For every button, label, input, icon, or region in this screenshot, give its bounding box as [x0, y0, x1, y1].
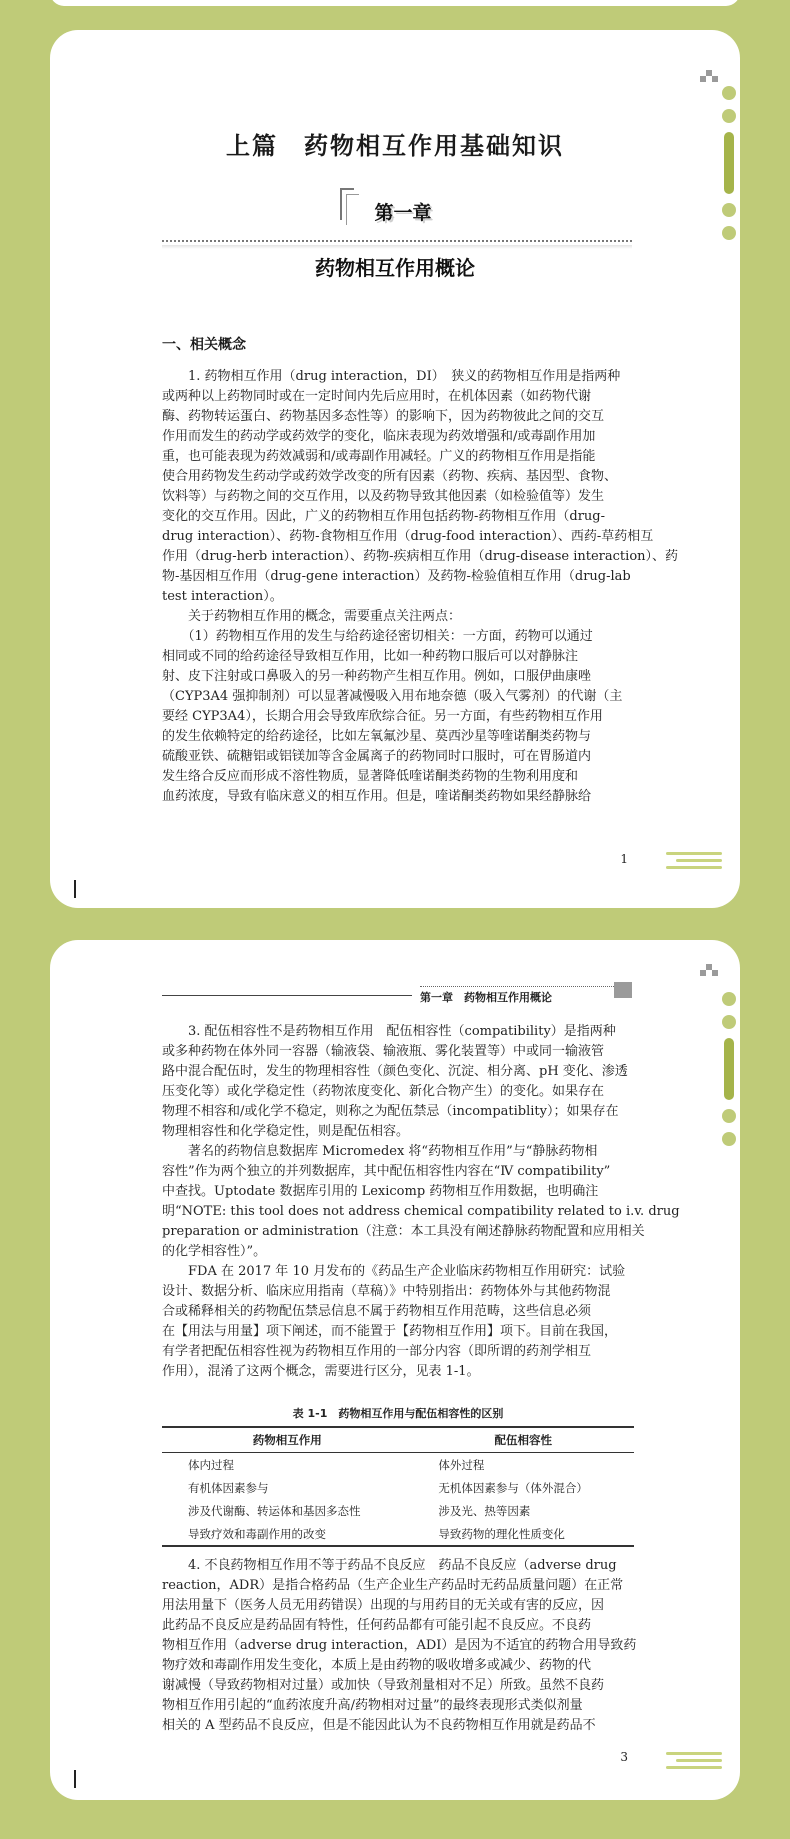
table-row: [162, 1522, 634, 1546]
text-line: 作用而发生的药动学或药效学的变化，临床表现为药效增强和/或毒副作用加: [162, 429, 596, 444]
margin-mark: [74, 1770, 76, 1788]
text-line: 或两种以上药物同时或在一定时间内先后应用时，在机体因素（如药物代谢: [162, 389, 592, 404]
text-line: 在【用法与用量】项下阐述，而不能置于【药物相互作用】项下。目前在我国，: [162, 1324, 618, 1339]
book-page-1: [50, 30, 740, 908]
body-text: [162, 367, 679, 807]
pixel-decoration-icon: [700, 70, 722, 86]
table-row: [162, 1499, 634, 1522]
table-cell: 涉及代谢酶、转运体和基因多态性: [188, 1503, 361, 1518]
table-cell: 涉及光、热等因素: [438, 1503, 531, 1518]
running-header-text: 第一章 药物相互作用概论: [420, 986, 620, 1005]
text-line: 有学者把配伍相容性视为药物相互作用的一部分内容（即所谓的药剂学相互: [162, 1344, 592, 1359]
text-line: 合或稀释相关的药物配伍禁忌信息不属于药物相互作用范畴，这些信息必须: [162, 1304, 592, 1319]
text-line: 要经 CYP3A4），长期合用会导致库欣综合征。另一方面，有些药物相互作用: [162, 709, 603, 724]
chapter-label: [340, 188, 450, 236]
table-cell: 无机体因素参与（体外混合）: [438, 1480, 588, 1495]
text-line: 发生络合反应而形成不溶性物质，显著降低喹诺酮类药物的生物利用度和: [162, 769, 579, 784]
previous-page-edge: [50, 0, 740, 6]
text-line: 相关的 A 型药品不良反应，但是不能因此认为不良药物相互作用就是药品不: [162, 1718, 596, 1733]
side-dots-decoration: [722, 992, 736, 1155]
text-line: 酶、药物转运蛋白、药物基因多态性等）的影响下，因为药物彼此之间的交互: [162, 409, 605, 424]
table-row: [162, 1453, 634, 1477]
text-line: （1）药物相互作用的发生与给药途径密切相关：一方面，药物可以通过: [162, 629, 593, 644]
text-line: 变化的交互作用。因此，广义的药物相互作用包括药物-药物相互作用（drug-: [162, 509, 606, 524]
text-line: 设计、数据分析、临床应用指南（草稿）》中特别指出：药物体外与其他药物混: [162, 1284, 611, 1299]
table-header-cell: 配伍相容性: [412, 1427, 634, 1453]
running-header: [162, 986, 632, 1004]
body-text: [162, 1022, 680, 1382]
text-line: （CYP3A4 强抑制剂）可以显著减慢吸入用布地奈德（吸入气雾剂）的代谢（主: [162, 689, 623, 704]
page-number: 3: [620, 1750, 628, 1764]
text-line: 关于药物相互作用的概念，需要重点关注两点：: [162, 609, 462, 624]
body-text: [162, 1556, 637, 1736]
text-line: preparation or administration（注意：本工具没有阐述静脉药物配置和应用相关: [162, 1224, 645, 1239]
text-line: 血药浓度，导致有临床意义的相互作用。但是，喹诺酮类药物如果经静脉给: [162, 789, 592, 804]
comparison-table: [162, 1426, 634, 1547]
table-header-cell: 药物相互作用: [162, 1427, 412, 1453]
chapter-divider: [162, 240, 632, 242]
page-number: 1: [620, 852, 628, 866]
text-line: 明“NOTE: this tool does not address chemical compatibility related to i.v. drug: [162, 1204, 680, 1219]
text-line: 物疗效和毒副作用发生变化，本质上是由药物的吸收增多或减少、药物的代: [162, 1658, 592, 1673]
text-line: 用法用量下（医务人员无用药错误）出现的与用药目的无关或有害的反应，因: [162, 1598, 605, 1613]
text-line: reaction，ADR）是指合格药品（生产企业生产药品时无药品质量问题）在正常: [162, 1578, 624, 1593]
table-cell: 体内过程: [188, 1457, 234, 1472]
margin-mark: [74, 880, 76, 898]
table-caption: 表 1-1 药物相互作用与配伍相容性的区别: [292, 1407, 504, 1420]
text-line: 路中混合配伍时，发生的物理相容性（颜色变化、沉淀、相分离、pH 变化、渗透: [162, 1064, 628, 1079]
text-line: 的化学相容性）”。: [162, 1244, 267, 1259]
text-line: FDA 在 2017 年 10 月发布的《药品生产企业临床药物相互作用研究：试验: [162, 1264, 626, 1279]
table-cell: 导致药物的理化性质变化: [412, 1522, 634, 1546]
text-line: drug interaction）、药物-食物相互作用（drug-food interaction）、西药-草药相互: [162, 529, 654, 544]
text-line: 3. 配伍相容性不是药物相互作用 配伍相容性（compatibility）是指两种: [162, 1024, 616, 1039]
lines-decoration: [666, 1752, 722, 1773]
table-cell: 导致疗效和毒副作用的改变: [162, 1522, 412, 1546]
chapter-badge-icon: [614, 982, 632, 998]
lines-decoration: [666, 852, 722, 873]
text-line: 物相互作用（adverse drug interaction，ADI）是因为不适宜的药物合用导致药: [162, 1638, 637, 1653]
text-line: 中查找。Uptodate 数据库引用的 Lexicomp 药物相互作用数据，也明确注: [162, 1184, 599, 1199]
chapter-title: 药物相互作用概论: [315, 256, 475, 280]
text-line: 的发生依赖特定的给药途径，比如左氧氟沙星、莫西沙星等喹诺酮类药物与: [162, 729, 592, 744]
book-page-3: [50, 940, 740, 1800]
table-cell: 有机体因素参与: [188, 1480, 269, 1495]
chapter-number: 第一章: [374, 202, 432, 224]
text-line: 或多种药物在体外同一容器（输液袋、输液瓶、雾化装置等）中或同一输液管: [162, 1044, 605, 1059]
text-line: 重，也可能表现为药效减弱和/或毒副作用减轻。广义的药物相互作用是指能: [162, 449, 596, 464]
text-line: 饮料等）与药物之间的交互作用，以及药物导致其他因素（如检验值等）发生: [162, 489, 605, 504]
text-line: 相同或不同的给药途径导致相互作用，比如一种药物口服后可以对静脉注: [162, 649, 579, 664]
part-title: 上篇 药物相互作用基础知识: [226, 132, 564, 160]
table-cell: 体外过程: [438, 1457, 485, 1472]
side-dots-decoration: [722, 86, 736, 249]
text-line: 1. 药物相互作用（drug interaction，DI） 狭义的药物相互作用是指两种: [162, 369, 621, 384]
text-line: 容性”作为两个独立的并列数据库，其中配伍相容性内容在“Ⅳ compatibility”: [162, 1164, 611, 1179]
table-row: [162, 1476, 634, 1499]
text-line: 物理不相容和/或化学不稳定，则称之为配伍禁忌（incompatiblity）；如果存在: [162, 1104, 619, 1119]
text-line: 物理相容性和化学稳定性，则是配伍相容。: [162, 1124, 410, 1139]
text-line: 硫酸亚铁、硫糖铝或铝镁加等含金属离子的药物同时口服时，可在胃肠道内: [162, 749, 592, 764]
text-line: 4. 不良药物相互作用不等于药品不良反应 药品不良反应（adverse drug: [162, 1558, 617, 1573]
text-line: 使合用药物发生药动学或药效学改变的所有因素（药物、疾病、基因型、食物、: [162, 469, 618, 484]
text-line: 作用），混淆了这两个概念，需要进行区分，见表 1-1。: [162, 1364, 480, 1379]
text-line: 物-基因相互作用（drug-gene interaction）及药物-检验值相互作用（drug-lab: [162, 569, 631, 584]
text-line: 作用（drug-herb interaction）、药物-疾病相互作用（drug-disease interaction）、药: [162, 549, 679, 564]
text-line: 物相互作用引起的“血药浓度升高/药物相对过量”的最终表现形式类似剂量: [162, 1698, 583, 1713]
section-heading: 一、相关概念: [162, 337, 246, 353]
pixel-decoration-icon: [700, 964, 722, 980]
text-line: 著名的药物信息数据库 Micromedex 将“药物相互作用”与“静脉药物相: [162, 1144, 598, 1159]
text-line: 此药品不良反应是药品固有特性，任何药品都有可能引起不良反应。不良药: [162, 1618, 592, 1633]
chapter-divider-shade: [162, 245, 632, 249]
text-line: 压变化等）或化学稳定性（药物浓度变化、新化合物产生）的变化。如果存在: [162, 1084, 605, 1099]
text-line: test interaction）。: [162, 589, 283, 604]
text-line: 谢减慢（导致药物相对过量）或加快（导致剂量相对不足）所致。虽然不良药: [162, 1678, 605, 1693]
text-line: 射、皮下注射或口鼻吸入的另一种药物产生相互作用。例如，口服伊曲康唑: [162, 669, 592, 684]
